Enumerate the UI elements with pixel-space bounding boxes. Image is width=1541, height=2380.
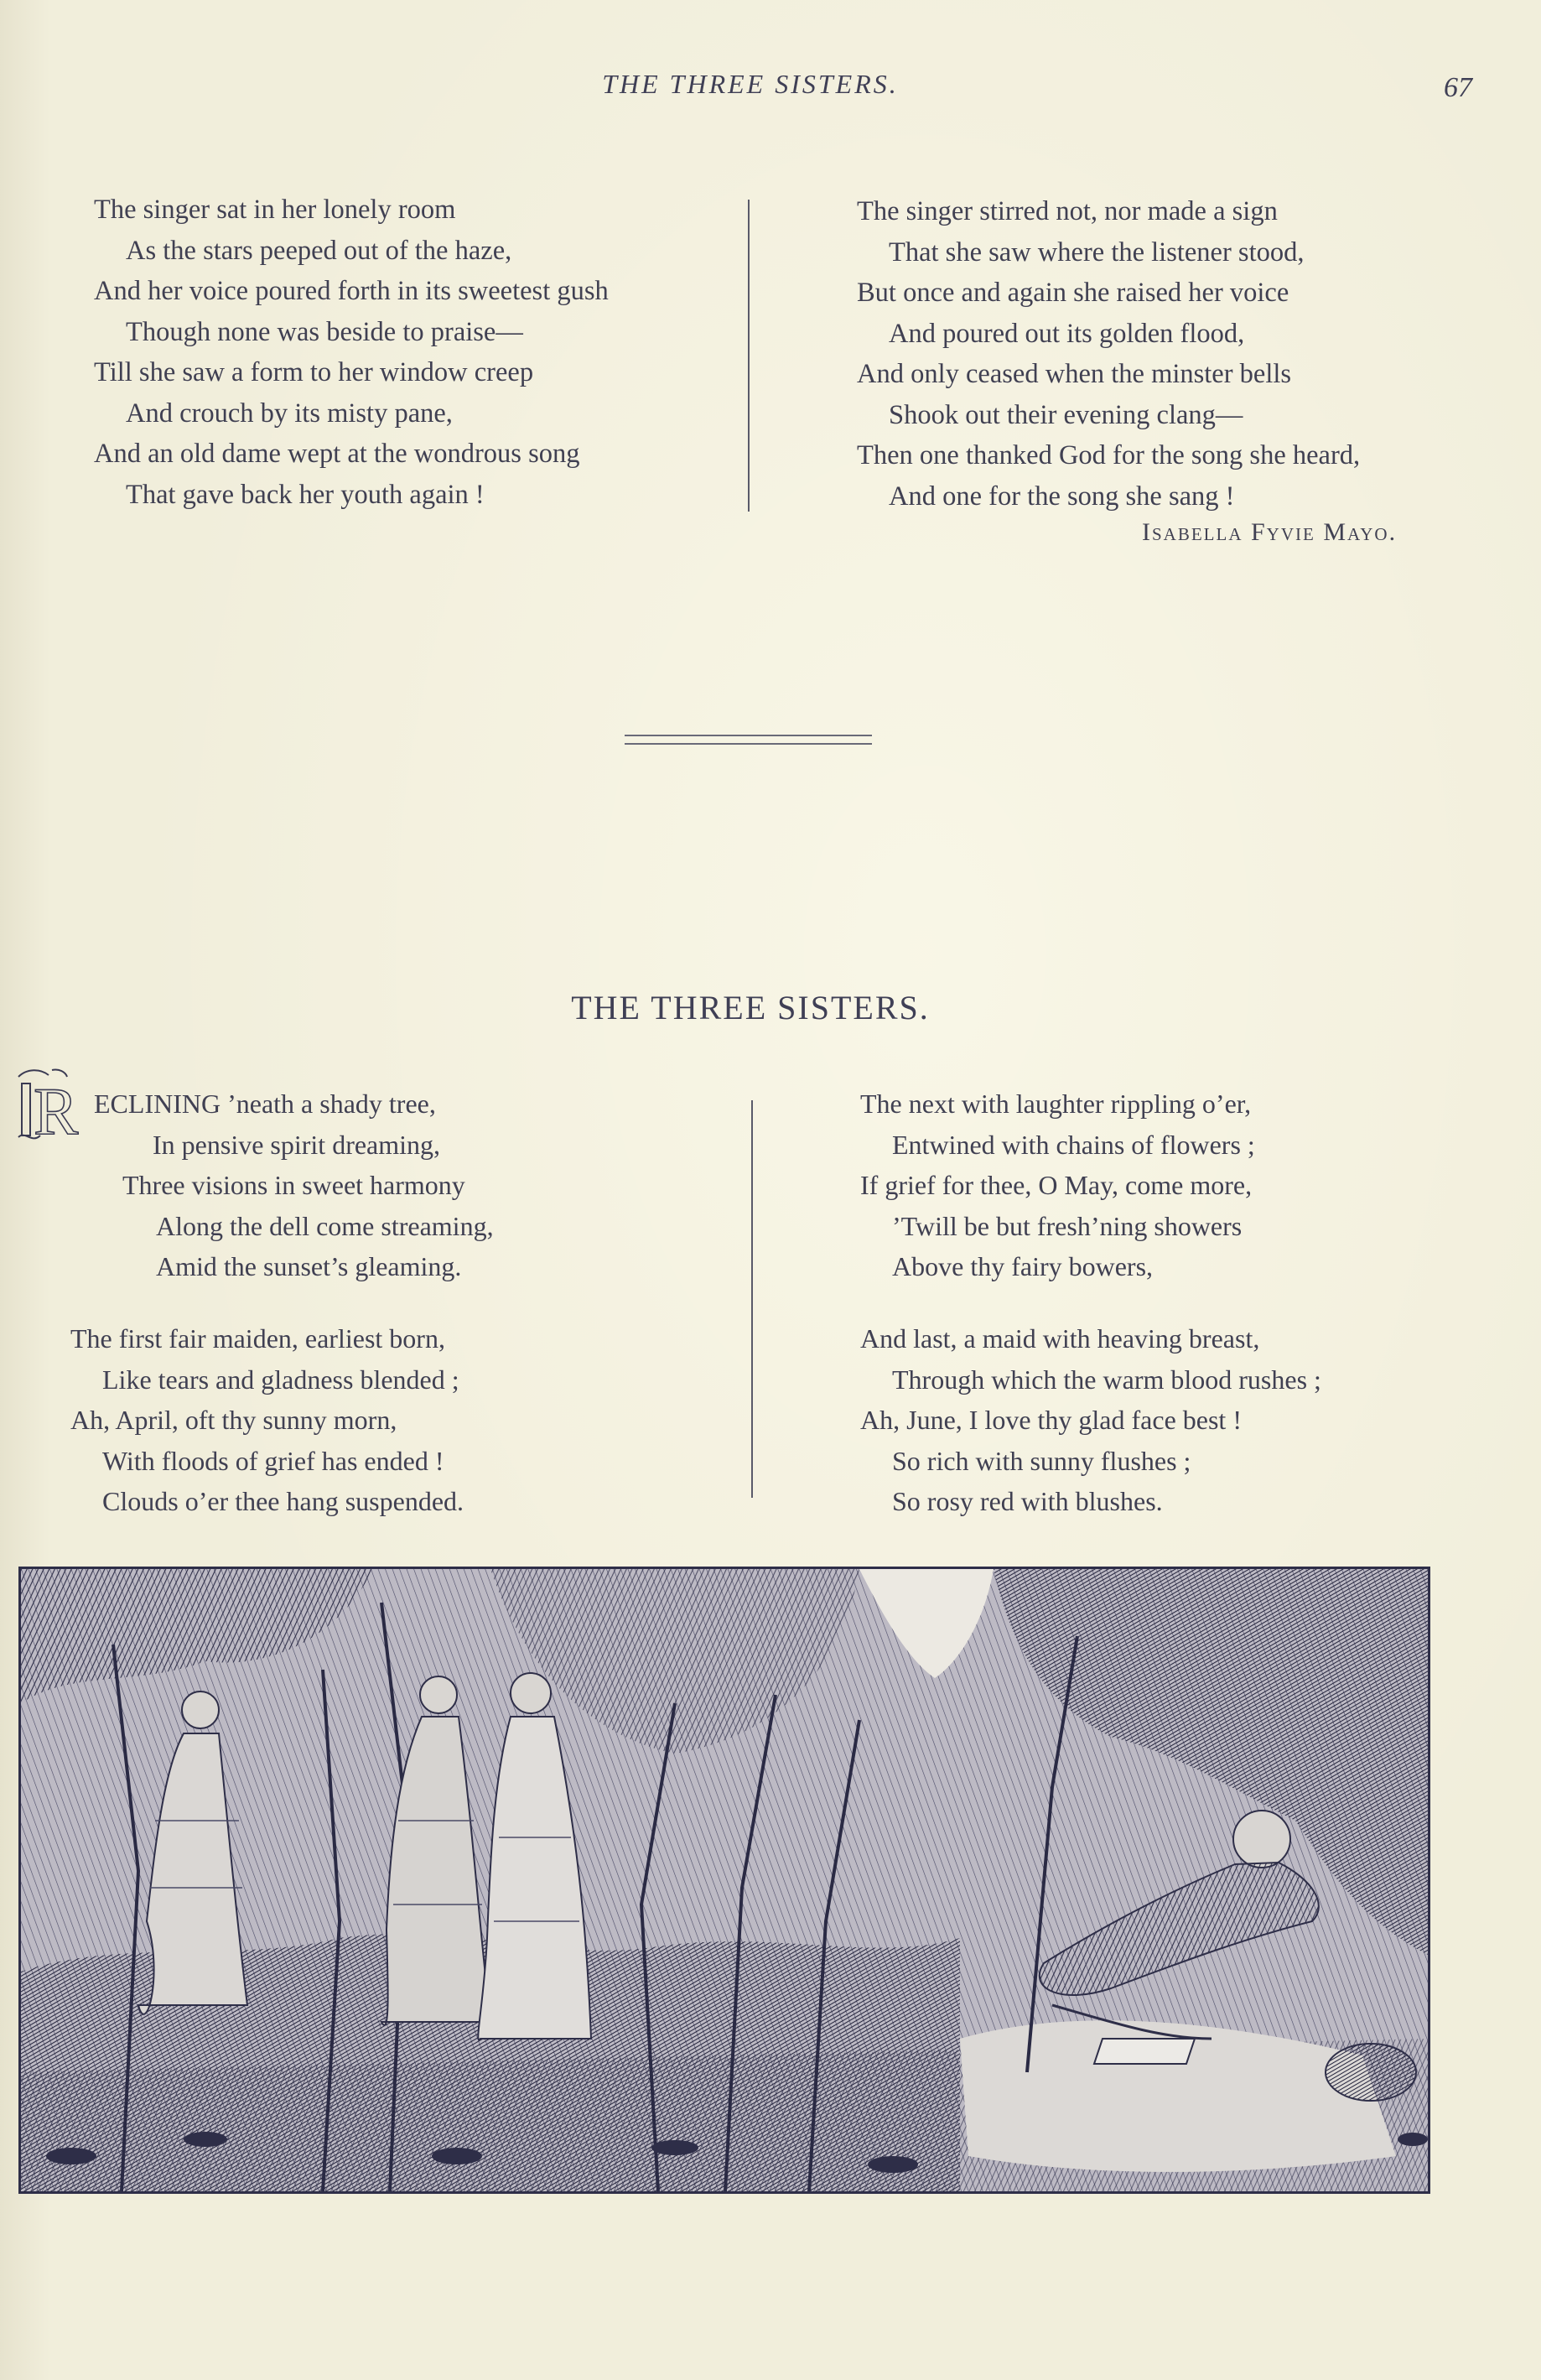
verse-line: Clouds o’er thee hang suspended. [102,1486,464,1516]
poem1-right-column [857,191,1360,517]
verse-line: With floods of grief has ended ! [102,1445,444,1476]
verse-line: And an old dame wept at the wondrous song [94,439,580,469]
verse-line: So rich with sunny flushes ; [892,1445,1191,1476]
open-book [1094,2039,1195,2064]
verse-line: The first fair maiden, earliest born, [70,1323,445,1354]
verse-line: So rosy red with blushes. [892,1486,1163,1516]
verse-line: Through which the warm blood rushes ; [892,1364,1321,1395]
poem1-left-column [94,190,609,515]
verse-line: Ah, June, I love thy glad face best ! [860,1405,1242,1435]
verse-line: If grief for thee, O May, come more, [860,1170,1253,1200]
poem2-left-stanza2 [70,1318,464,1522]
verse-line: ECLINING ’neath a shady tree, [94,1089,436,1119]
separator-rule [625,743,872,745]
verse-line: In pensive spirit dreaming, [153,1129,441,1160]
hat [1326,2044,1416,2101]
verse-line: Along the dell come streaming, [156,1210,494,1241]
page-number: 67 [1444,72,1472,103]
verse-line: Amid the sunset’s gleaming. [156,1251,462,1281]
verse-line: That gave back her youth again ! [126,479,485,510]
column-divider [751,1100,753,1498]
drop-cap-initial [15,1067,87,1147]
verse-line: ’Twill be but fresh’ning showers [892,1210,1243,1241]
verse-line: Though none was beside to praise— [126,316,523,347]
verse-line: And only ceased when the minster bells [857,359,1292,389]
verse-line: Above thy fairy bowers, [892,1251,1154,1281]
verse-line: That she saw where the listener stood, [889,236,1305,268]
verse-line: And one for the song she sang ! [889,481,1235,512]
verse-line: Entwined with chains of flowers ; [892,1129,1255,1160]
verse-line: Shook out their evening clang— [889,399,1243,430]
verse-line: Like tears and gladness blended ; [102,1364,459,1395]
verse-line: Three visions in sweet harmony [122,1170,465,1200]
verse-line: The next with laughter rippling o’er, [860,1089,1252,1119]
section-title: THE THREE SISTERS. [571,989,930,1026]
engraving-illustration [18,1567,1430,2194]
verse-line: The singer stirred not, nor made a sign [857,196,1278,226]
verse-line: And crouch by its misty pane, [126,398,453,429]
poem2-right-stanza2 [860,1318,1321,1522]
verse-line: Then one thanked God for the song she heard, [857,440,1361,470]
drop-cap-letter: R [34,1075,79,1147]
verse-line: And poured out its golden flood, [889,318,1245,349]
verse-line: But once and again she raised her voice [857,278,1289,308]
verse-line: Ah, April, oft thy sunny morn, [70,1405,397,1435]
column-divider [748,200,750,512]
verse-line: The singer sat in her lonely room [94,195,456,225]
poem2-right-column [860,1083,1255,1287]
verse-line: Till she saw a form to her window creep [94,357,534,387]
separator-rule [625,735,872,736]
verse-line: And last, a maid with heaving breast, [860,1323,1260,1354]
author-signature: Isabella Fyvie Mayo. [1142,518,1398,546]
running-title: THE THREE SISTERS. [602,69,899,99]
poem2-left-column [94,1083,494,1287]
verse-line: As the stars peeped out of the haze, [126,235,512,266]
verse-line: And her voice poured forth in its sweetest gush [94,276,609,306]
